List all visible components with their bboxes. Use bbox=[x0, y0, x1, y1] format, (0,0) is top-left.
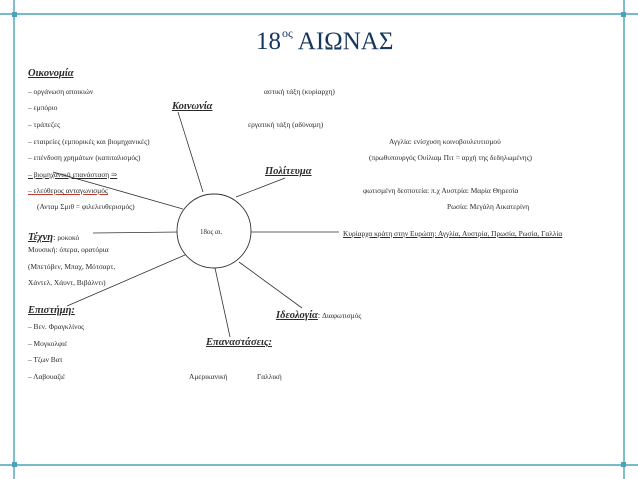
oikonomia-item: (Ανταμ Σμιθ = φιλελευθερισμός) bbox=[37, 202, 135, 211]
epanastaseis-item: Γαλλική bbox=[257, 372, 282, 381]
epistimi-item: – Τζων Βατ bbox=[28, 355, 63, 364]
epistimi-heading: Επιστήμη: bbox=[28, 305, 75, 316]
koinonia-heading: Κοινωνία bbox=[172, 101, 213, 112]
texni-first: ροκοκό bbox=[57, 233, 80, 242]
oikonomia-item: – εταιρείες (εμπορικές και βιομηχανικές) bbox=[28, 137, 150, 146]
epanastaseis-heading: Επαναστάσεις: bbox=[206, 337, 273, 348]
texni-heading: Τέχνη bbox=[28, 232, 54, 243]
oikonomia-item: – ελεύθερος ανταγωνισμός bbox=[28, 186, 108, 195]
page-title: $18^{o\varsigma}$ ΑΙΩΝΑΣ bbox=[256, 26, 394, 55]
politeuma-item: (πρωθυπουργός Ουίλιαμ Πιτ = αρχή της δεδηλωμένης) bbox=[369, 153, 532, 162]
koinonia-item: εργατική τάξη (αδύναμη) bbox=[248, 120, 324, 129]
oikonomia-item: – επένδυση χρημάτων (καπιταλισμός) bbox=[28, 153, 141, 162]
texni-item: (Μπετόβεν, Μπαχ, Μότσαρτ, bbox=[28, 262, 116, 271]
oikonomia-item: – βιομηχανική επανάσταση ⇒ bbox=[28, 170, 118, 179]
epistimi-item: – Λαβουαζιέ bbox=[28, 372, 66, 381]
center-label: 18ος αι. bbox=[200, 228, 223, 236]
oikonomia-item: – οργάνωση αποικιών bbox=[28, 87, 94, 96]
oikonomia-item: – τράπεζες bbox=[28, 120, 60, 129]
kratos-text: Κυρίαρχα κράτη στην Ευρώπη: Αγγλία, Αυστρία, Πρωσία, Ρωσία, Γαλλία bbox=[343, 229, 563, 238]
koinonia-item: αστική τάξη (κυρίαρχη) bbox=[264, 87, 335, 96]
epistimi-item: – Βεν. Φραγκλίνος bbox=[28, 322, 85, 331]
ideologia-heading: Ιδεολογία bbox=[276, 310, 318, 321]
ideologia-line: Ιδεολογία: Διαφωτισμός bbox=[276, 310, 362, 321]
oikonomia-heading: Οικονομία bbox=[28, 68, 74, 79]
politeuma-heading: Πολίτευμα bbox=[265, 166, 312, 177]
epistimi-item: – Μογκολφιέ bbox=[28, 339, 68, 348]
oikonomia-item: – εμπόριο bbox=[28, 103, 58, 112]
texni-line: Τέχνη: ροκοκό bbox=[28, 232, 80, 243]
politeuma-item: φωτισμένη δεσποτεία: π.χ Αυστρία: Μαρία Θηρεσία bbox=[363, 186, 519, 195]
ideologia-value: Διαφωτισμός bbox=[322, 311, 362, 320]
texni-item: Χάντελ, Χάυντ, Βιβάλντι) bbox=[28, 278, 106, 287]
texni-item: Μουσική: όπερα, ορατόρια bbox=[28, 245, 109, 254]
politeuma-item: Ρωσία: Μεγάλη Αικατερίνη bbox=[447, 202, 530, 211]
epanastaseis-item: Αμερικανική bbox=[189, 372, 228, 381]
politeuma-item: Αγγλία: ενίσχυση κοινοβουλευτισμού bbox=[389, 137, 501, 146]
